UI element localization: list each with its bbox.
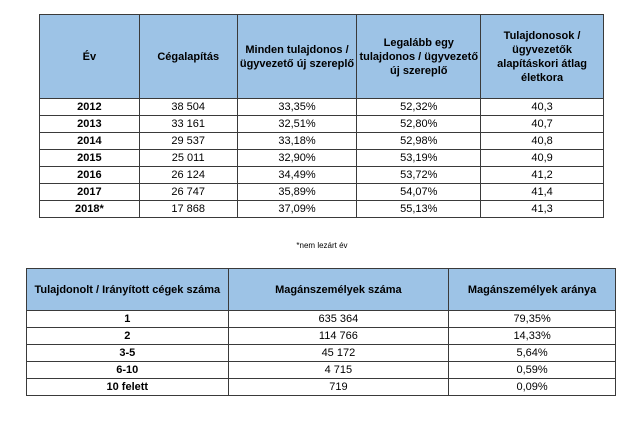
cell-foundings: 17 868 [139,201,237,218]
cell-foundings: 33 161 [139,116,237,133]
cell-foundings: 26 124 [139,167,237,184]
cell-persons-count: 45 172 [228,345,449,362]
cell-avg-age: 41,2 [481,167,604,184]
cell-year: 2016 [40,167,140,184]
table-row [40,167,604,184]
table-row [40,201,604,218]
col-header-year: Év [40,15,140,99]
cell-owned-count: 10 felett [27,379,229,396]
col-header-persons-count: Magánszemélyek száma [228,269,449,311]
cell-owned-count: 1 [27,311,229,328]
header-row [27,269,616,311]
cell-avg-age: 40,9 [481,150,604,167]
cell-year: 2012 [40,99,140,116]
cell-year: 2017 [40,184,140,201]
cell-avg-age: 41,4 [481,184,604,201]
company-founding-table [39,14,604,218]
col-header-avg-age: Tulajdonosok / ügyvezetők alapításkori átlag életkora [481,15,604,99]
col-header-owned-count: Tulajdonolt / Irányított cégek száma [27,269,229,311]
cell-avg-age: 40,7 [481,116,604,133]
cell-persons-count: 719 [228,379,449,396]
cell-at-least-one-new: 53,19% [357,150,481,167]
table-row [27,328,616,345]
cell-persons-count: 635 364 [228,311,449,328]
cell-avg-age: 40,8 [481,133,604,150]
cell-all-new: 34,49% [237,167,357,184]
cell-persons-share: 79,35% [449,311,616,328]
footnote: *nem lezárt év [296,241,348,250]
cell-foundings: 38 504 [139,99,237,116]
cell-foundings: 26 747 [139,184,237,201]
cell-all-new: 32,90% [237,150,357,167]
owned-companies-table [26,268,616,396]
cell-at-least-one-new: 53,72% [357,167,481,184]
table-row [27,345,616,362]
cell-year: 2018* [40,201,140,218]
table-row [27,379,616,396]
cell-at-least-one-new: 54,07% [357,184,481,201]
cell-at-least-one-new: 55,13% [357,201,481,218]
cell-at-least-one-new: 52,32% [357,99,481,116]
table-row [40,99,604,116]
cell-persons-share: 5,64% [449,345,616,362]
cell-all-new: 37,09% [237,201,357,218]
table-row [40,133,604,150]
cell-persons-share: 0,59% [449,362,616,379]
cell-at-least-one-new: 52,80% [357,116,481,133]
cell-all-new: 32,51% [237,116,357,133]
cell-year: 2014 [40,133,140,150]
col-header-persons-share: Magánszemélyek aránya [449,269,616,311]
cell-at-least-one-new: 52,98% [357,133,481,150]
cell-persons-count: 4 715 [228,362,449,379]
cell-foundings: 29 537 [139,133,237,150]
cell-all-new: 33,18% [237,133,357,150]
table-row [27,311,616,328]
cell-owned-count: 2 [27,328,229,345]
cell-all-new: 33,35% [237,99,357,116]
cell-persons-count: 114 766 [228,328,449,345]
cell-avg-age: 40,3 [481,99,604,116]
cell-persons-share: 14,33% [449,328,616,345]
cell-all-new: 35,89% [237,184,357,201]
cell-year: 2013 [40,116,140,133]
table-row [40,150,604,167]
table-row [27,362,616,379]
cell-year: 2015 [40,150,140,167]
col-header-at-least-one-new: Legalább egy tulajdonos / ügyvezető új szereplő [357,15,481,99]
table-row [40,116,604,133]
col-header-foundings: Cégalapítás [139,15,237,99]
table-row [40,184,604,201]
cell-persons-share: 0,09% [449,379,616,396]
header-row [40,15,604,99]
cell-owned-count: 3-5 [27,345,229,362]
cell-foundings: 25 011 [139,150,237,167]
cell-owned-count: 6-10 [27,362,229,379]
col-header-all-new: Minden tulajdonos / ügyvezető új szereplő [237,15,357,99]
cell-avg-age: 41,3 [481,201,604,218]
